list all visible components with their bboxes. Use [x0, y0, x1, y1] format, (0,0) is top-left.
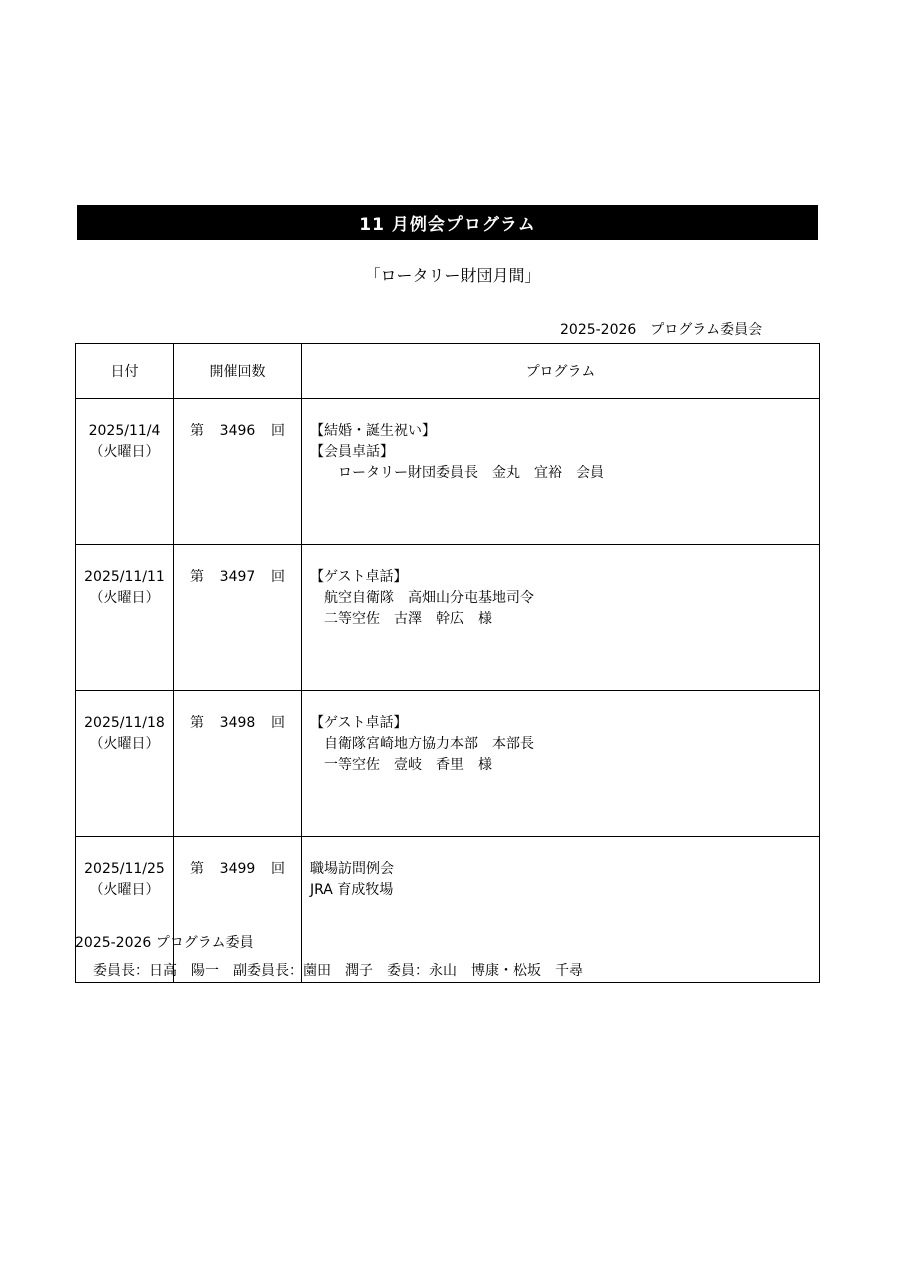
session-prefix: 第	[190, 569, 204, 585]
header-session-number: 開催回数	[174, 344, 302, 399]
committee-name: 2025-2026 プログラム委員会	[560, 322, 763, 338]
date-text: 2025/11/11	[84, 569, 165, 585]
header-program: プログラム	[302, 344, 820, 399]
table-header-row	[76, 344, 820, 399]
weekday-text: （火曜日）	[89, 590, 160, 606]
date-cell	[76, 691, 174, 837]
header-date: 日付	[76, 344, 174, 399]
session-number-cell	[174, 545, 302, 691]
program-line: 一等空佐 壹岐 香里 様	[310, 757, 492, 773]
program-line: 職場訪問例会	[310, 861, 394, 877]
committee-members-title: 2025-2026 プログラム委員	[75, 935, 254, 951]
program-line: 自衛隊宮崎地方協力本部 本部長	[310, 736, 534, 752]
session-number: 3497	[219, 569, 256, 585]
session-number-cell	[174, 399, 302, 545]
date-text: 2025/11/25	[84, 861, 165, 877]
program-line: JRA 育成牧場	[310, 882, 394, 898]
committee-members-list: 委員長：日高 陽一 副委員長：薗田 潤子 委員：永山 博康・松坂 千尋	[93, 963, 583, 979]
program-line: 【会員卓話】	[310, 444, 394, 460]
page-subtitle: 「ロータリー財団月間」	[364, 266, 541, 285]
date-cell	[76, 545, 174, 691]
session-prefix: 第	[190, 423, 204, 439]
program-table	[75, 343, 820, 983]
table-row	[76, 399, 820, 545]
session-suffix: 回	[270, 715, 285, 731]
session-suffix: 回	[270, 861, 285, 877]
date-text: 2025/11/18	[84, 715, 165, 731]
table-row	[76, 545, 820, 691]
program-line: ロータリー財団委員長 金丸 宜裕 会員	[310, 465, 604, 481]
date-cell	[76, 399, 174, 545]
session-number: 3498	[219, 715, 256, 731]
session-number: 3499	[219, 861, 256, 877]
weekday-text: （火曜日）	[89, 882, 160, 898]
session-suffix: 回	[270, 423, 285, 439]
program-line: 【結婚・誕生祝い】	[310, 423, 436, 439]
program-line: 【ゲスト卓話】	[310, 569, 408, 585]
session-prefix: 第	[190, 715, 204, 731]
program-line: 【ゲスト卓話】	[310, 715, 408, 731]
page-title: 11 月例会プログラム	[77, 205, 818, 240]
session-prefix: 第	[190, 861, 204, 877]
weekday-text: （火曜日）	[89, 444, 160, 460]
session-number: 3496	[219, 423, 256, 439]
session-number-cell	[174, 691, 302, 837]
program-line: 航空自衛隊 高畑山分屯基地司令	[310, 590, 534, 606]
date-text: 2025/11/4	[88, 423, 161, 439]
program-cell	[302, 399, 820, 545]
session-suffix: 回	[270, 569, 285, 585]
weekday-text: （火曜日）	[89, 736, 160, 752]
table-row	[76, 691, 820, 837]
program-line: 二等空佐 古澤 幹広 様	[310, 611, 492, 627]
program-cell	[302, 545, 820, 691]
program-cell	[302, 691, 820, 837]
